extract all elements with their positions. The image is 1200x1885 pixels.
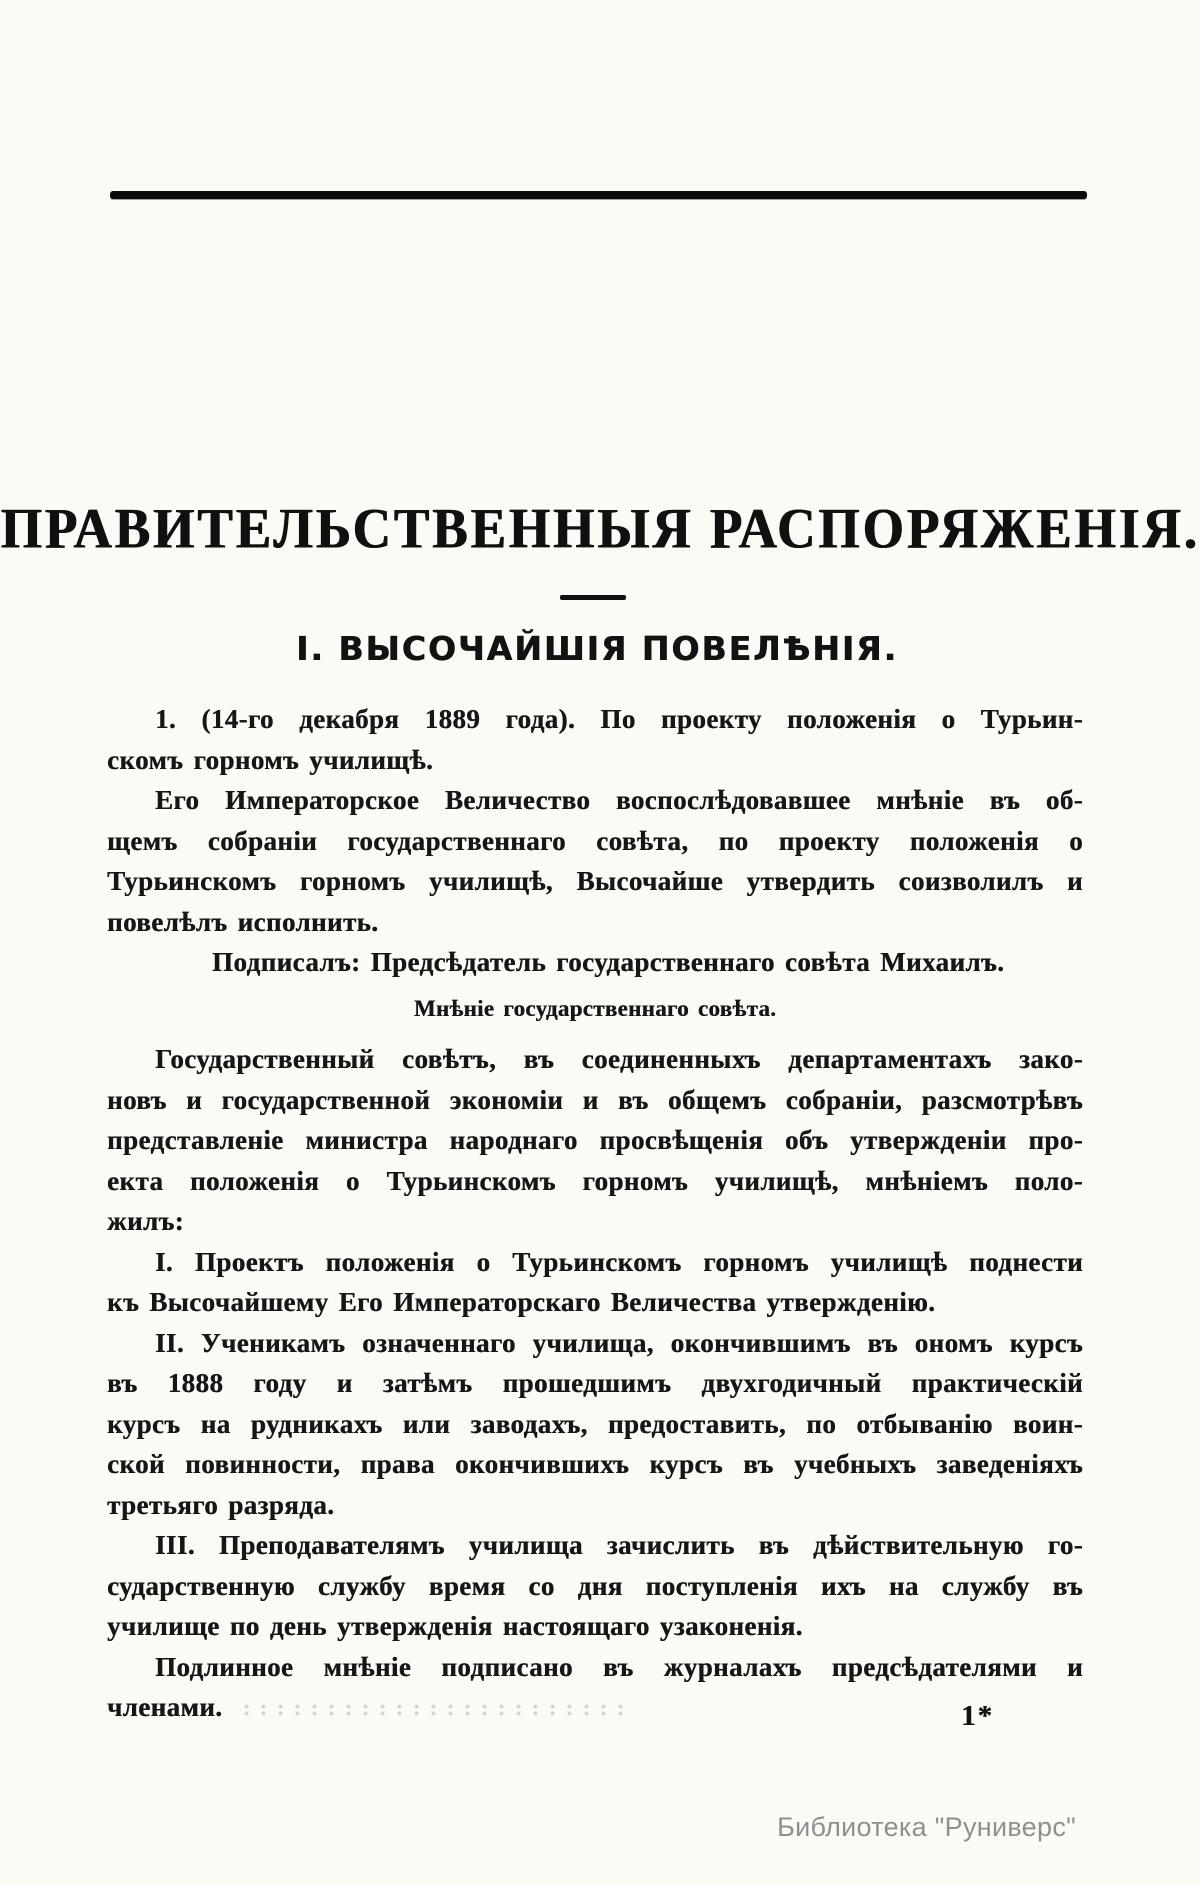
text-line: представленіе министра народнаго просвѣщенія объ утвержденіи про- <box>107 1125 1083 1155</box>
scan-smudge-artifact <box>238 1703 628 1716</box>
page-number: 1* <box>961 1700 994 1732</box>
text-line: къ Высочайшему Его Императорскаго Величества утвержденію. <box>107 1287 936 1317</box>
library-watermark: Библиотека "Руниверс" <box>777 1812 1076 1842</box>
text-line: екта положенія о Турьинскомъ горномъ училищѣ, мнѣніемъ поло- <box>107 1165 1083 1196</box>
text-line: ІІІ. Преподавателямъ училища зачислить въ дѣйствительную го- <box>155 1530 1083 1560</box>
header-rule <box>110 191 1087 199</box>
text-line: Подлинное мнѣніе подписано въ журналахъ предсѣдателями и <box>155 1651 1083 1682</box>
text-line: щемъ собраніи государственнаго совѣта, по проекту положенія о <box>107 825 1083 856</box>
text-line: Государственный совѣтъ, въ соединенныхъ департаментахъ зако- <box>155 1044 1083 1074</box>
text-line: Его Императорское Величество воспослѣдовавшее мнѣніе въ об- <box>155 785 1083 815</box>
text-line: жилъ: <box>107 1206 185 1236</box>
title-divider <box>560 595 626 600</box>
signature-line: Подписалъ: Предсѣдатель государственнаго совѣта Михаилъ. <box>212 947 1005 977</box>
section-heading: І. ВЫСОЧАЙШІЯ ПОВЕЛѢНІЯ. <box>295 629 899 668</box>
text-line: членами. <box>107 1687 1083 1728</box>
body-text <box>107 699 1083 1728</box>
page-title: ПРАВИТЕЛЬСТВЕННЫЯ РАСПОРЯЖЕНІЯ. <box>0 497 1200 561</box>
text-line: повелѣлъ исполнить. <box>107 906 379 937</box>
text-line: 1. (14-го декабря 1889 года). По проекту положенія о Турьин- <box>155 704 1083 734</box>
opinion-heading: Мнѣніе государственнаго совѣта. <box>413 995 777 1021</box>
text-line: ской повинности, права окончившихъ курсъ въ учебныхъ заведеніяхъ <box>107 1449 1083 1479</box>
text-line: сударственную службу время со дня поступленія ихъ на службу въ <box>107 1570 1083 1601</box>
text-line: скомъ горномъ училищѣ. <box>107 744 434 775</box>
text-line: ІІ. Ученикамъ означеннаго училища, окончившимъ въ ономъ курсъ <box>155 1327 1083 1358</box>
text-line: І. Проектъ положенія о Турьинскомъ горномъ училищѣ поднести <box>155 1246 1083 1277</box>
text-line: новъ и государственной экономіи и въ общемъ собраніи, разсмотрѣвъ <box>107 1084 1083 1115</box>
text-line: училище по день утвержденія настоящаго узаконенія. <box>107 1611 803 1641</box>
text-line: третьяго разряда. <box>107 1489 335 1520</box>
text-line: въ 1888 году и затѣмъ прошедшимъ двухгодичный практическій <box>107 1368 1083 1398</box>
text-line: курсъ на рудникахъ или заводахъ, предоставить, по отбыванію воин- <box>107 1408 1083 1439</box>
text-line: Турьинскомъ горномъ училищѣ, Высочайше утвердить соизволилъ и <box>107 866 1083 896</box>
